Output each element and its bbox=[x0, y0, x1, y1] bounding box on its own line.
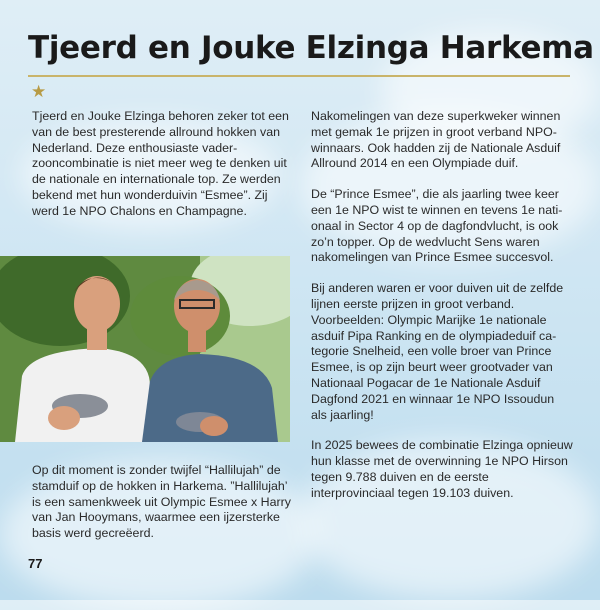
page-number: 77 bbox=[28, 556, 43, 571]
title-divider bbox=[28, 75, 570, 77]
paragraph: Nakomelingen van deze superkweker winnen met gemak 1e prijzen in groot verband NPO-winnaars. Ook hadden zij de Nationale Asduif Allround 2014 en een Olympiade duif. bbox=[311, 109, 561, 171]
paragraph: Op dit moment is zonder twijfel “Hallilujah” de stamduif op de hokken in Harkema. ”Hallilujah’ is een samenkweek uit Olympic Esmee x Harry van Jan Hooymans, waarmee een ijzersterke basis werd gecreëerd. bbox=[32, 463, 291, 541]
hallilujah-text bbox=[32, 463, 294, 557]
right-column-text bbox=[311, 109, 573, 517]
paragraph: Tjeerd en Jouke Elzinga behoren zeker tot een van de best presterende allround hokken van Nederland. Deze enthousiaste vader-zooncombinatie is niet meer weg te denken uit de nationale en internationale top. Ze werden bekend met hun wonderduivin “Esmee”. Zij werd 1e NPO Chalons en Champagne. bbox=[32, 109, 289, 218]
intro-text bbox=[32, 109, 294, 235]
photo-illustration bbox=[0, 256, 290, 442]
paragraph: In 2025 bewees de combinatie Elzinga opnieuw hun klasse met de overwinning 1e NPO Hirson tegen 9.788 duiven en de eerste interprovinciaal tegen 19.103 duiven. bbox=[311, 438, 573, 500]
paragraph: De “Prince Esmee”, die als jaarling twee keer een 1e NPO wist te winnen en tevens 1e nati-onaal in Sector 4 op de dagfondvlucht, is ook zo’n topper. Op de wedvlucht Sens waren nakomelingen van Prince Esmee succesvol. bbox=[311, 187, 563, 265]
page-title: Tjeerd en Jouke Elzinga Harkema bbox=[28, 30, 594, 66]
star-icon: ★ bbox=[31, 82, 47, 101]
photo-breeders-with-pigeons bbox=[0, 256, 290, 442]
paragraph: Bij anderen waren er voor duiven uit de zelfde lijnen eerste prijzen in groot verband. Voorbeelden: Olympic Marijke 1e nationale asduif Pipa Ranking en de olympiadeduif ca-tegorie Snelheid, een volle broer van Prince Esmee, is op zijn beurt weer grootvader van Nationaal Pogacar de 1e Nationale Asduif Dagfond 2021 en winnaar 1e NPO Issoudun als jaarling! bbox=[311, 281, 564, 422]
